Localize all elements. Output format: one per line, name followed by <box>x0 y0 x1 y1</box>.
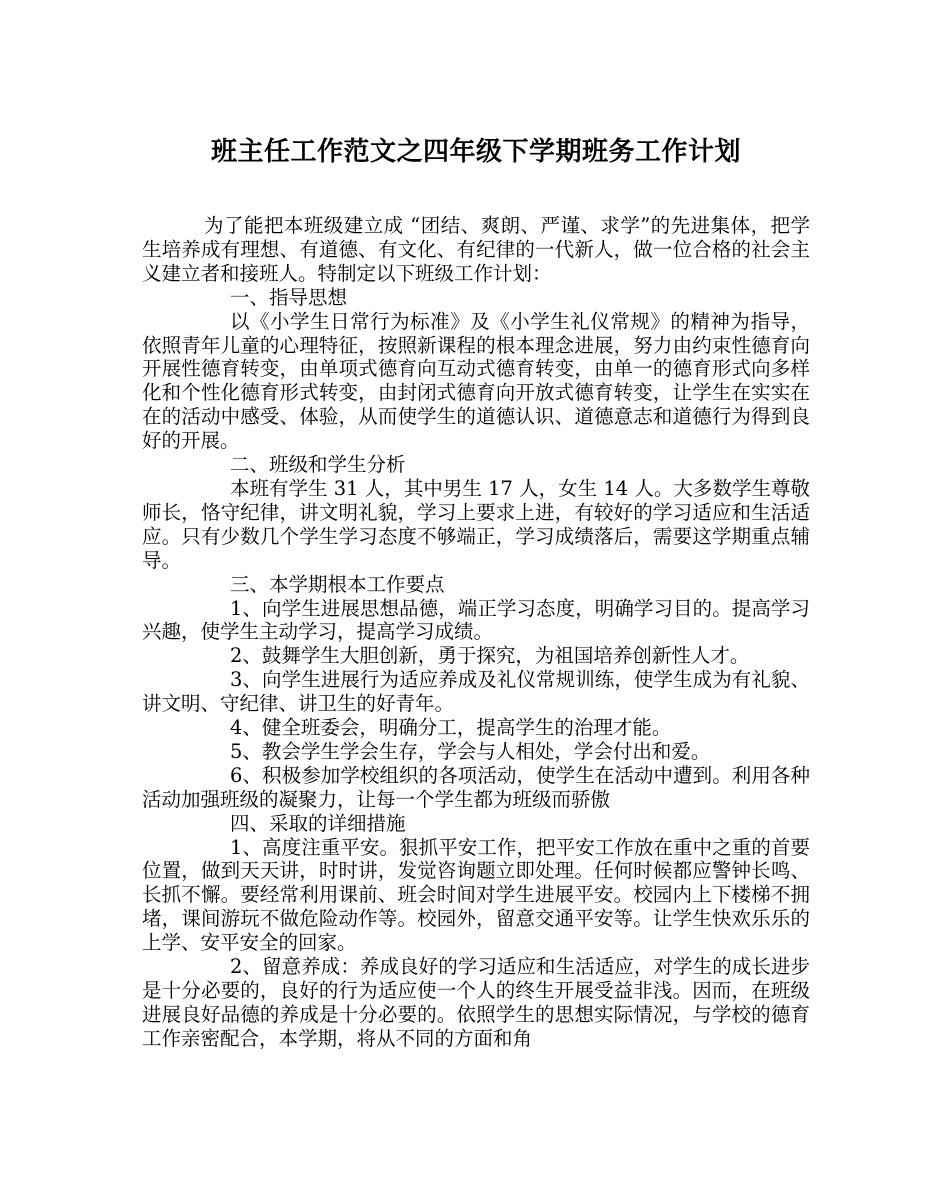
document-title: 班主任工作范文之四年级下学期班务工作计划 <box>210 137 741 167</box>
section-4-item-2: 2、留意养成：养成良好的学习适应和生活适应，对学生的成长进步是十分必要的，良好的行为适应使一个人的终生开展受益非浅。因而，在班级进展良好品德的养成是十分必要的。依照学生的思想实际情况，与学校的德育工作亲密配合，本学期，将从不同的方面和角 <box>142 955 810 1050</box>
section-3-item-4: 4、健全班委会，明确分工，提高学生的治理才能。 <box>230 716 672 740</box>
section-1-paragraph: 以《小学生日常行为标准》及《小学生礼仪常规》的精神为指导，依照青年儿童的心理特征，按照新课程的根本理念进展，努力由约束性德育向开展性德育转变，由单项式德育向互动式德育转变，由单一的德育形式向多样化和个性化德育形式转变，由封闭式德育向开放式德育转变，让学生在实实在在的活动中感受、体验，从而使学生的道德认识、道德意志和道德行为得到良好的开展。 <box>142 309 810 453</box>
section-3-item-6: 6、积极参加学校组织的各项活动，使学生在活动中遭到。利用各种活动加强班级的凝聚力，让每一个学生都为班级而骄傲 <box>142 763 810 811</box>
document-body <box>142 214 810 1051</box>
section-4-item-1: 1、高度注重平安。狠抓平安工作，把平安工作放在重中之重的首要位置，做到天天讲，时时讲，发觉咨询题立即处理。任何时候都应警钟长鸣、长抓不懈。要经常利用课前、班会时间对学生进展平安。校园内上下楼梯不拥堵，课间游玩不做危险动作等。校园外，留意交通平安等。让学生快欢乐乐的上学、安平安全的回家。 <box>142 835 810 955</box>
section-3-item-3: 3、向学生进展行为适应养成及礼仪常规训练，使学生成为有礼貌、讲文明、守纪律、讲卫生的好青年。 <box>142 668 810 716</box>
document-page <box>142 132 810 1051</box>
section-heading-3: 三、本学期根本工作要点 <box>230 572 445 596</box>
section-heading-4: 四、采取的详细措施 <box>230 811 406 835</box>
section-2-paragraph: 本班有学生 31 人，其中男生 17 人，女生 14 人。大多数学生尊敬师长，恪守纪律，讲文明礼貌，学习上要求上进，有较好的学习适应和生活适应。只有少数几个学生学习态度不够端正，学习成绩落后，需要这学期重点辅导。 <box>142 476 810 572</box>
section-3-item-1: 1、向学生进展思想品德，端正学习态度，明确学习目的。提高学习兴趣，使学生主动学习，提高学习成绩。 <box>142 596 810 644</box>
intro-paragraph: 为了能把本班级建立成 “团结、爽朗、严谨、求学”的先进集体，把学生培养成有理想、有道德、有文化、有纪律的一代新人，做一位合格的社会主义建立者和接班人。特制定以下班级工作计划： <box>142 214 810 285</box>
section-heading-2: 二、班级和学生分析 <box>230 453 406 477</box>
section-3-item-2: 2、鼓舞学生大胆创新，勇于探究，为祖国培养创新性人才。 <box>230 644 750 668</box>
section-3-item-5: 5、教会学生学会生存，学会与人相处，学会付出和爱。 <box>230 739 711 763</box>
section-heading-1: 一、指导思想 <box>230 285 348 309</box>
